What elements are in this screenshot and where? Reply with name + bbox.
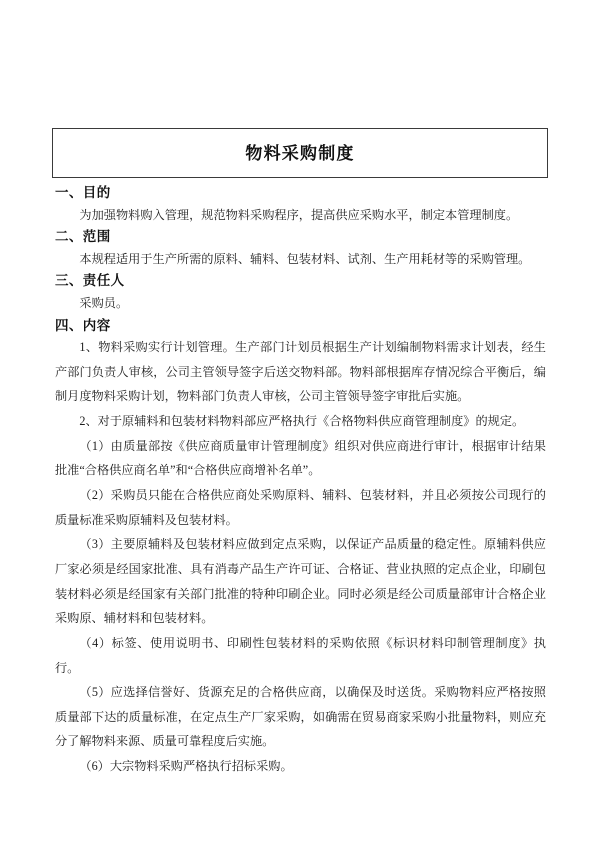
document-body — [55, 183, 546, 779]
paragraph-content-subitem-2: （2）采购员只能在合格供应商处采购原料、辅料、包装材料，并且必须按公司现行的质量标准采购原辅料及包装材料。 — [55, 488, 546, 527]
page-title: 物料采购制度 — [245, 143, 355, 163]
paragraph-responsible-person-1: 采购员。 — [79, 295, 129, 310]
title-box — [52, 128, 548, 178]
paragraph-content-item-2: 2、对于原辅料和包装材料物料部应严格执行《合格物料供应商管理制度》的规定。 — [79, 414, 525, 429]
section-scope — [55, 227, 546, 271]
paragraph-content-subitem-4: （4）标签、使用说明书、印刷性包装材料的采购依照《标识材料印制管理制度》执行。 — [55, 635, 546, 675]
paragraph-content-subitem-5: （5）应选择信誉好、货源充足的合格供应商，以确保及时送货。采购物料应严格按照质量部下达的质量标准，在定点生产厂家采购，如确需在贸易商家采购小批量物料，则应充分了解物料来源、质量可靠程度后实施。 — [55, 685, 546, 749]
paragraph-scope-1: 本规程适用于生产所需的原料、辅料、包装材料、试剂、生产用耗材等的采购管理。 — [79, 251, 531, 266]
section-content — [55, 316, 546, 779]
paragraph-content-subitem-3: （3）主要原辅料及包装材料应做到定点采购，以保证产品质量的稳定性。原辅料供应厂家必须是经国家批准、具有消毒产品生产许可证、合格证、营业执照的定点企业，印刷包装材料必须是经国家有关部门批准的特种印刷企业。同时必须是经公司质量部审计合格企业采购原、辅材料和包装材料。 — [55, 537, 546, 626]
section-purpose — [55, 183, 546, 227]
section-heading-content: 四、内容 — [55, 317, 111, 333]
paragraph-purpose-1: 为加强物料购入管理，规范物料采购程序，提高供应采购水平，制定本管理制度。 — [79, 207, 519, 222]
section-heading-responsible-person: 三、责任人 — [55, 273, 125, 289]
paragraph-content-item-1: 1、物料采购实行计划管理。生产部门计划员根据生产计划编制物料需求计划表，经生产部门负责人审核，公司主管领导签字后送交物料部。物料部根据库存情况综合平衡后，编制月度物料采购计划，物料部门负责人审核，公司主管领导签字审批后实施。 — [55, 340, 546, 404]
section-responsible-person — [55, 271, 546, 315]
paragraph-content-subitem-6: （6）大宗物料采购严格执行招标采购。 — [79, 759, 293, 774]
section-heading-purpose: 一、目的 — [55, 185, 111, 200]
section-heading-scope: 二、范围 — [55, 229, 111, 245]
paragraph-content-subitem-1: （1）由质量部按《供应商质量审计管理制度》组织对供应商进行审计，根据审计结果批准“合格供应商名单”和“合格供应商增补名单”。 — [55, 438, 546, 478]
